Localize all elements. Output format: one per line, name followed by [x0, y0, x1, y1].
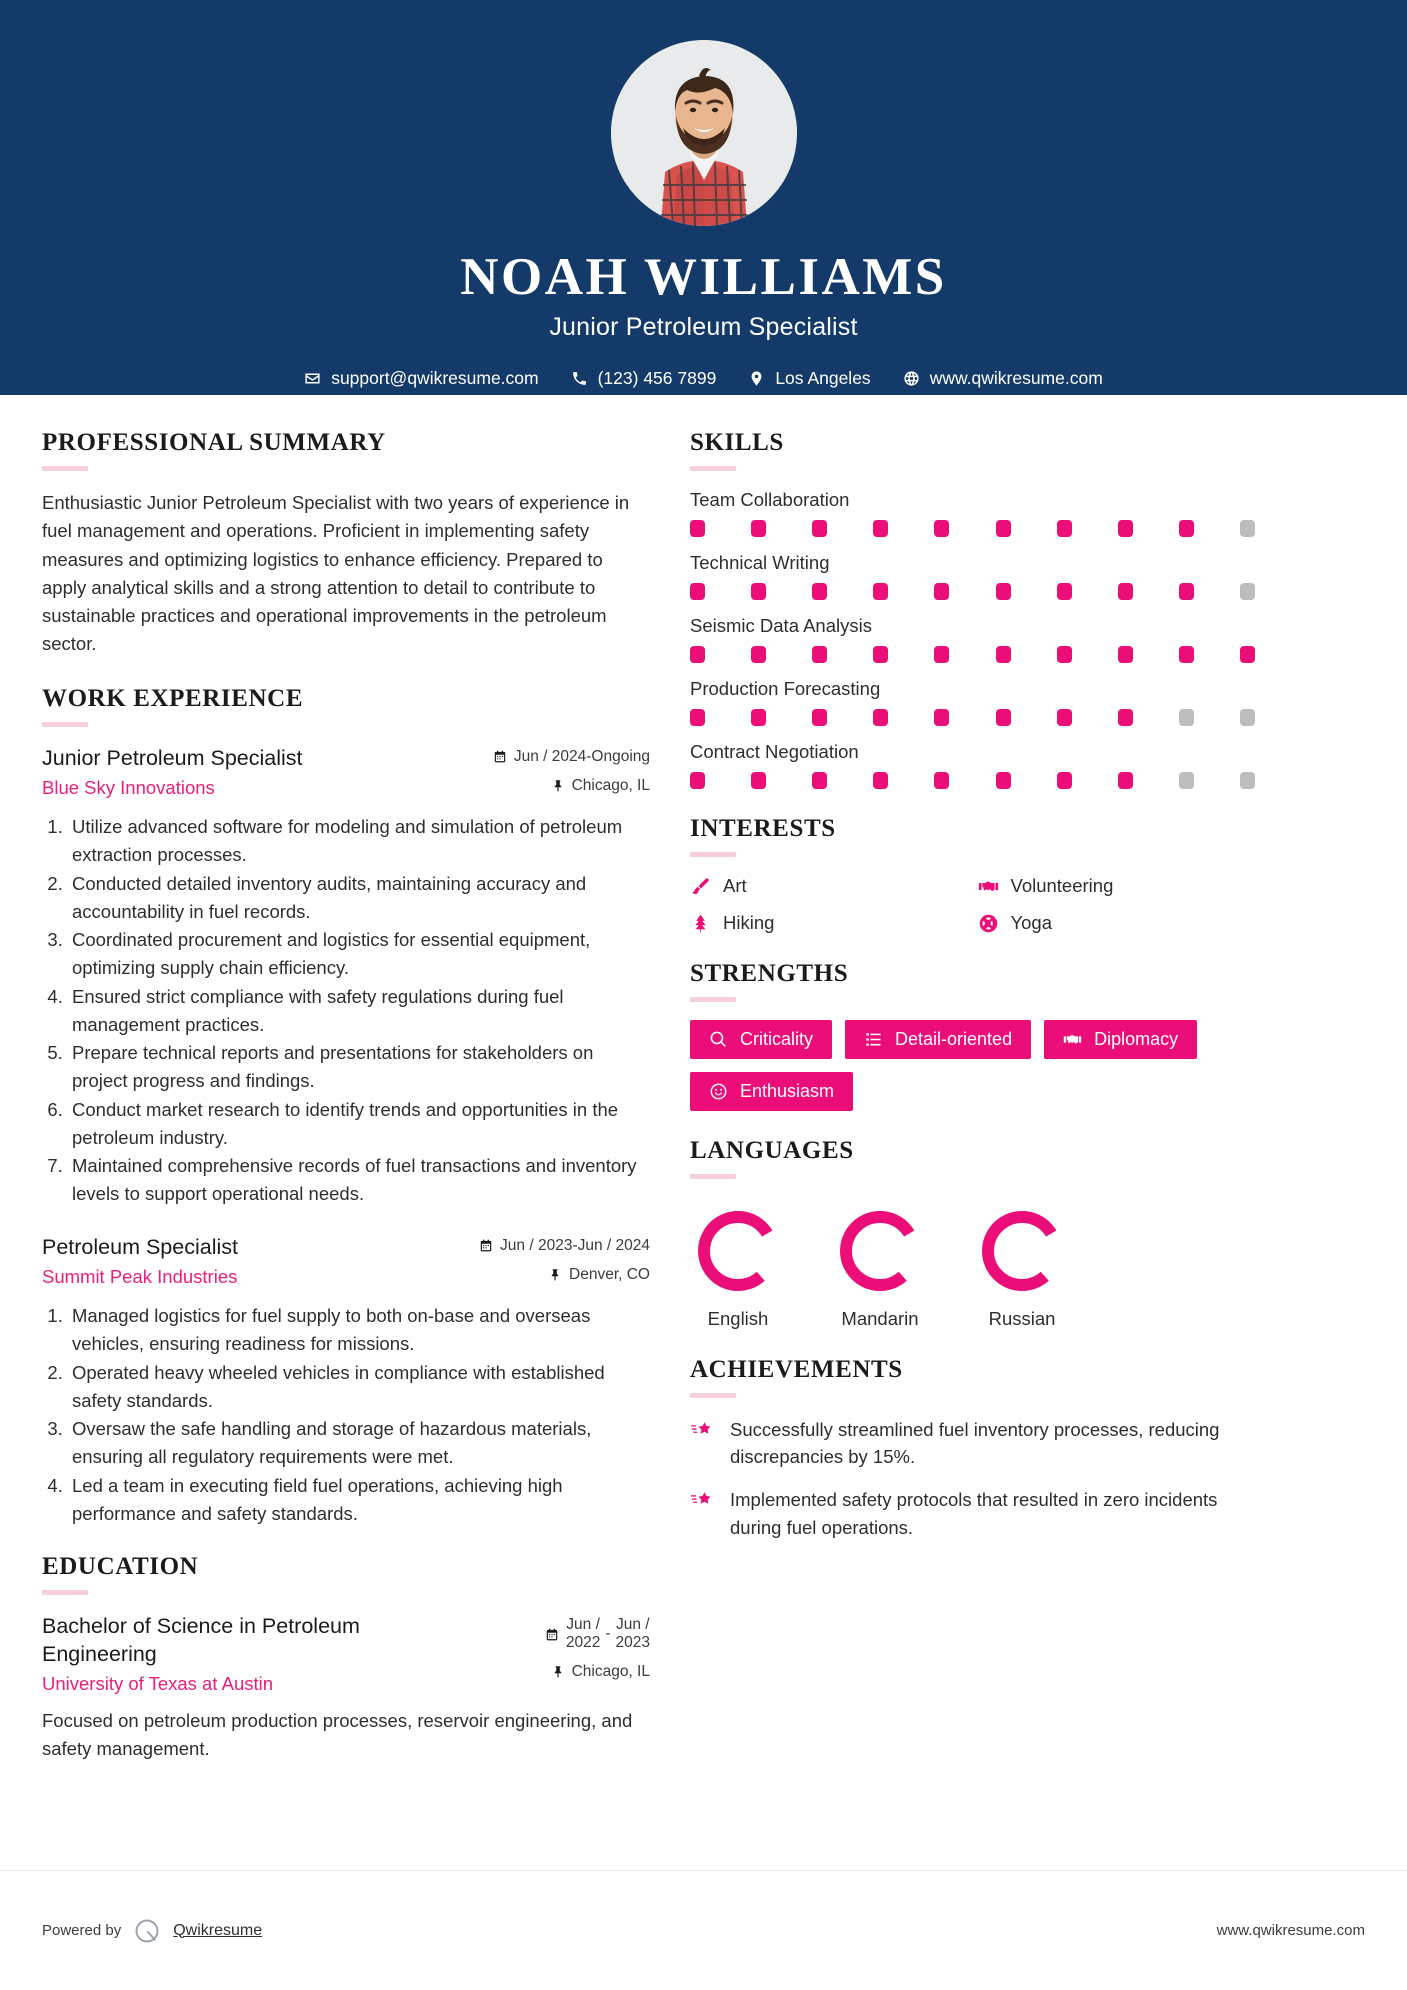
calendar-icon — [545, 1627, 559, 1642]
contact-website-text: www.qwikresume.com — [929, 368, 1103, 389]
calendar-icon — [479, 1238, 493, 1253]
skill-dot-gap — [705, 520, 751, 537]
skill-dot-gap — [766, 709, 812, 726]
job-bullet: 3. Coordinated procurement and logistics for essential equipment, optimizing supply chain efficiency. — [68, 926, 650, 982]
globe-icon — [903, 370, 920, 387]
job-title: Junior Petroleum Specialist — [42, 745, 303, 770]
contact-location — [732, 368, 886, 389]
skill-dot — [1240, 520, 1255, 537]
strength-label: Criticality — [740, 1029, 814, 1049]
tree-icon — [690, 913, 711, 934]
skill-dot — [1179, 646, 1194, 663]
job-bullet: 5. Prepare technical reports and presentations for stakeholders on project progress and findings. — [68, 1039, 650, 1095]
right-column — [690, 429, 1255, 1567]
skill-dot-gap — [766, 520, 812, 537]
skill-name: Seismic Data Analysis — [690, 615, 872, 636]
section-work-experience — [42, 685, 650, 1528]
skill-dot-gap — [1072, 772, 1118, 789]
skill-dot — [1057, 646, 1072, 663]
contact-phone[interactable] — [555, 368, 733, 389]
skill-dot — [1118, 709, 1133, 726]
calendar-icon — [493, 749, 507, 764]
section-rule — [690, 466, 736, 471]
education-date-to-year: 2023 — [615, 1634, 650, 1652]
section-rule — [690, 1393, 736, 1398]
skill-dot-gap — [1133, 646, 1179, 663]
section-heading: WORK EXPERIENCE — [42, 684, 304, 712]
job-location — [479, 1266, 650, 1284]
skill-dot — [690, 646, 705, 663]
skill-dot — [1118, 520, 1133, 537]
skill-dot-gap — [888, 583, 934, 600]
skill-dot — [934, 646, 949, 663]
resume-footer — [0, 1870, 1407, 1990]
section-heading: EDUCATION — [42, 1553, 199, 1581]
job-title: Petroleum Specialist — [42, 1234, 238, 1259]
company-name: Summit Peak Industries — [42, 1266, 238, 1288]
strengths-list — [690, 1020, 1255, 1111]
skill-item — [690, 741, 1255, 789]
skill-dot-gap — [1011, 583, 1057, 600]
skill-dot-gap — [766, 583, 812, 600]
skill-dot-gap — [1133, 583, 1179, 600]
skill-dot-gap — [827, 520, 873, 537]
work-entry-head — [42, 745, 650, 800]
skill-dot — [996, 583, 1011, 600]
section-education — [42, 1553, 650, 1763]
skill-dot-gap — [1194, 709, 1240, 726]
language-item — [974, 1203, 1070, 1330]
avatar — [611, 40, 797, 226]
job-bullet: 6. Conduct market research to identify trends and opportunities in the petroleum industry. — [68, 1096, 650, 1152]
skill-dot-gap — [888, 709, 934, 726]
job-role: Junior Petroleum Specialist — [549, 313, 858, 342]
skill-dot-gap — [1072, 520, 1118, 537]
skill-dot — [690, 583, 705, 600]
skill-dot — [996, 772, 1011, 789]
skill-dot-gap — [888, 520, 934, 537]
job-bullet: 2. Operated heavy wheeled vehicles in compliance with established safety standards. — [68, 1359, 650, 1415]
skill-dot — [934, 520, 949, 537]
skill-rating — [690, 646, 1255, 663]
skill-item — [690, 615, 1255, 663]
work-entry-head — [42, 1234, 650, 1289]
skill-dot — [1179, 772, 1194, 789]
skill-dot-gap — [949, 772, 995, 789]
skill-name: Production Forecasting — [690, 678, 881, 699]
skill-dot — [934, 709, 949, 726]
mail-icon — [304, 370, 321, 387]
skill-dot — [751, 646, 766, 663]
job-bullets — [42, 813, 650, 1208]
degree-title: Bachelor of Science in Petroleum Engineering — [42, 1614, 360, 1666]
section-interests — [690, 815, 1255, 934]
skill-dot — [690, 772, 705, 789]
contact-phone-text: (123) 456 7899 — [597, 368, 717, 389]
interest-item — [690, 912, 968, 934]
skill-item — [690, 678, 1255, 726]
language-item — [832, 1203, 928, 1330]
footer-brand-link[interactable]: Qwikresume — [173, 1921, 263, 1939]
skill-item — [690, 489, 1255, 537]
skill-rating — [690, 709, 1255, 726]
qwikresume-logo-icon — [133, 1917, 161, 1945]
skill-dot-gap — [1072, 583, 1118, 600]
company-name: Blue Sky Innovations — [42, 777, 215, 799]
footer-website: www.qwikresume.com — [1216, 1922, 1365, 1939]
interest-label: Yoga — [1010, 912, 1053, 933]
job-bullet: 4. Led a team in executing field fuel operations, achieving high performance and safety standards. — [68, 1472, 650, 1528]
skill-dot-gap — [766, 646, 812, 663]
skill-dot-gap — [827, 709, 873, 726]
interest-label: Hiking — [723, 912, 775, 933]
skill-item — [690, 552, 1255, 600]
skill-dot — [873, 646, 888, 663]
section-heading: INTERESTS — [690, 815, 836, 842]
job-dates — [479, 1237, 650, 1255]
skill-dot-gap — [705, 772, 751, 789]
section-achievements — [690, 1356, 1255, 1541]
list-icon — [864, 1030, 883, 1049]
language-ring — [974, 1203, 1070, 1299]
job-bullet: 4. Ensured strict compliance with safety regulations during fuel management practices. — [68, 983, 650, 1039]
skill-dot-gap — [1011, 709, 1057, 726]
resume-body — [0, 395, 1407, 1789]
skill-dot-gap — [1194, 646, 1240, 663]
skill-dot — [1118, 646, 1133, 663]
section-heading: LANGUAGES — [690, 1137, 854, 1164]
skill-dot — [812, 646, 827, 663]
language-ring — [690, 1203, 786, 1299]
strength-chip — [845, 1020, 1031, 1059]
achievement-text: Successfully streamlined fuel inventory processes, reducing discrepancies by 15%. — [730, 1419, 1220, 1468]
interest-item — [690, 875, 968, 897]
skill-dot — [751, 520, 766, 537]
skill-dot-gap — [888, 772, 934, 789]
skill-dot — [690, 709, 705, 726]
skill-dot — [751, 583, 766, 600]
school-name: University of Texas at Austin — [42, 1673, 274, 1695]
contact-email[interactable] — [288, 368, 554, 389]
page-title: NOAH WILLIAMS — [460, 248, 947, 306]
section-heading: ACHIEVEMENTS — [690, 1356, 903, 1383]
skill-dot-gap — [1072, 709, 1118, 726]
skill-dot-gap — [949, 709, 995, 726]
skill-dot — [1057, 772, 1072, 789]
job-bullets — [42, 1302, 650, 1527]
education-date-from-month: Jun / — [566, 1616, 600, 1634]
interest-label: Volunteering — [1010, 875, 1114, 896]
skill-dot — [1240, 583, 1255, 600]
section-rule — [690, 852, 736, 857]
contact-location-text: Los Angeles — [775, 368, 871, 389]
phone-icon — [571, 370, 588, 387]
skill-dot — [996, 646, 1011, 663]
lifebuoy-icon — [978, 913, 999, 934]
section-rule — [42, 722, 88, 727]
skill-dot-gap — [1133, 520, 1179, 537]
skill-dot-gap — [766, 772, 812, 789]
job-bullet: 1. Managed logistics for fuel supply to both on-base and overseas vehicles, ensuring readiness for missions. — [68, 1302, 650, 1358]
skill-dot-gap — [1194, 583, 1240, 600]
skill-dot — [873, 772, 888, 789]
job-location-text: Chicago, IL — [571, 776, 650, 794]
language-item — [690, 1203, 786, 1330]
map-pin-icon — [548, 1267, 562, 1282]
section-heading: SKILLS — [690, 429, 784, 456]
skill-dot-gap — [827, 646, 873, 663]
languages-list — [690, 1197, 1255, 1330]
search-icon — [709, 1030, 728, 1049]
paint-brush-icon — [690, 876, 711, 897]
skill-dot — [812, 583, 827, 600]
section-skills — [690, 429, 1255, 789]
skill-dot — [751, 709, 766, 726]
footer-powered-by — [42, 1917, 262, 1945]
strength-label: Diplomacy — [1094, 1029, 1179, 1049]
work-entry — [42, 1234, 650, 1528]
skill-dot — [1179, 520, 1194, 537]
skill-dot-gap — [827, 583, 873, 600]
skill-dot-gap — [1011, 646, 1057, 663]
section-strengths — [690, 960, 1255, 1111]
skill-dot — [812, 520, 827, 537]
education-entry — [42, 1613, 650, 1763]
handshake-icon — [1063, 1030, 1082, 1049]
job-bullet: 2. Conducted detailed inventory audits, maintaining accuracy and accountability in fuel records. — [68, 870, 650, 926]
education-date-separator: - — [605, 1625, 611, 1643]
education-dates — [545, 1616, 650, 1652]
achievement-item — [690, 1486, 1255, 1540]
skill-dot — [873, 709, 888, 726]
skill-dot-gap — [705, 709, 751, 726]
skill-dot — [1057, 709, 1072, 726]
skill-dot-gap — [949, 646, 995, 663]
job-location-text: Denver, CO — [569, 1265, 650, 1283]
skill-dot — [690, 520, 705, 537]
skill-dot-gap — [1072, 646, 1118, 663]
skill-dot — [1179, 583, 1194, 600]
resume-header — [0, 0, 1407, 395]
skill-dot — [1118, 772, 1133, 789]
skill-dot — [934, 772, 949, 789]
skill-rating — [690, 772, 1255, 789]
job-dates — [493, 748, 650, 766]
contact-email-text: support@qwikresume.com — [331, 368, 539, 389]
skill-dot — [812, 772, 827, 789]
job-location — [493, 777, 650, 795]
interest-item — [978, 875, 1256, 897]
interests-list — [690, 875, 1255, 934]
skill-dot — [1118, 583, 1133, 600]
strength-chip — [1044, 1020, 1197, 1059]
skill-dot — [1057, 520, 1072, 537]
handshake-icon — [978, 876, 999, 897]
skill-dot-gap — [1133, 772, 1179, 789]
skill-rating — [690, 520, 1255, 537]
education-location-text: Chicago, IL — [571, 1662, 650, 1680]
strength-label: Enthusiasm — [740, 1081, 835, 1101]
skill-dot — [1240, 709, 1255, 726]
education-location — [545, 1663, 650, 1681]
language-label: Mandarin — [841, 1308, 919, 1329]
job-bullet: 1. Utilize advanced software for modeling and simulation of petroleum extraction processes. — [68, 813, 650, 869]
skill-dot — [996, 709, 1011, 726]
skill-dot-gap — [827, 772, 873, 789]
language-label: English — [707, 1308, 769, 1329]
section-rule — [690, 1174, 736, 1179]
skills-list — [690, 489, 1255, 789]
strength-label: Detail-oriented — [895, 1029, 1013, 1049]
location-pin-icon — [748, 370, 765, 387]
education-date-to-month: Jun / — [615, 1616, 650, 1634]
skill-dot-gap — [705, 583, 751, 600]
job-dates-text: Jun / 2024-Ongoing — [513, 747, 650, 765]
skill-dot-gap — [1194, 520, 1240, 537]
section-languages — [690, 1137, 1255, 1330]
education-entry-head — [42, 1613, 650, 1695]
education-date-from-year: 2022 — [565, 1634, 601, 1652]
map-pin-icon — [551, 778, 565, 793]
shooting-star-icon — [690, 1489, 714, 1513]
job-bullet: 7. Maintained comprehensive records of fuel transactions and inventory levels to support operational needs. — [68, 1152, 650, 1208]
education-description: Focused on petroleum production processes, reservoir engineering, and safety management. — [42, 1710, 633, 1760]
skill-dot-gap — [1011, 772, 1057, 789]
work-entry — [42, 745, 650, 1208]
contact-row — [0, 368, 1407, 389]
skill-dot — [934, 583, 949, 600]
skill-dot — [1057, 583, 1072, 600]
skill-dot-gap — [888, 646, 934, 663]
footer-powered-by-label: Powered by — [42, 1922, 122, 1939]
skill-dot — [751, 772, 766, 789]
left-column — [42, 429, 650, 1789]
skill-dot — [1179, 709, 1194, 726]
skill-rating — [690, 583, 1255, 600]
skill-dot-gap — [1011, 520, 1057, 537]
skill-dot — [812, 709, 827, 726]
section-rule — [690, 997, 736, 1002]
skill-dot-gap — [949, 520, 995, 537]
section-rule — [42, 466, 88, 471]
skill-dot-gap — [1194, 772, 1240, 789]
shooting-star-icon — [690, 1419, 714, 1443]
education-date-range — [566, 1616, 650, 1652]
skill-dot — [1240, 772, 1255, 789]
achievement-text: Implemented safety protocols that resulted in zero incidents during fuel operations. — [730, 1489, 1218, 1538]
section-heading: PROFESSIONAL SUMMARY — [42, 429, 386, 456]
skill-dot — [996, 520, 1011, 537]
section-rule — [42, 1590, 88, 1595]
interest-label: Art — [723, 875, 747, 896]
skill-name: Team Collaboration — [690, 489, 850, 510]
skill-dot-gap — [705, 646, 751, 663]
contact-website[interactable] — [887, 368, 1119, 389]
language-label: Russian — [988, 1308, 1056, 1329]
skill-dot — [873, 583, 888, 600]
interest-item — [978, 912, 1256, 934]
job-bullet: 3. Oversaw the safe handling and storage of hazardous materials, ensuring all regulatory requirements were met. — [68, 1415, 650, 1471]
skill-dot-gap — [1133, 709, 1179, 726]
strength-chip — [690, 1072, 853, 1111]
section-heading: STRENGTHS — [690, 960, 849, 987]
skill-name: Contract Negotiation — [690, 741, 859, 762]
smiley-icon — [709, 1082, 728, 1101]
strength-chip — [690, 1020, 832, 1059]
section-professional-summary — [42, 429, 650, 659]
achievement-item — [690, 1416, 1255, 1470]
language-ring — [832, 1203, 928, 1299]
map-pin-icon — [551, 1664, 565, 1679]
skill-name: Technical Writing — [690, 552, 830, 573]
summary-text: Enthusiastic Junior Petroleum Specialist with two years of experience in fuel management and operations. Proficient in implementing safety measures and optimizing logistics to enhance efficiency. Prepared to apply analytical skills and a strong attention to detail to contribute to sustainable practices and operational improvements in the petroleum sector. — [42, 492, 630, 655]
skill-dot — [873, 520, 888, 537]
skill-dot — [1240, 646, 1255, 663]
job-dates-text: Jun / 2023-Jun / 2024 — [500, 1236, 650, 1254]
skill-dot-gap — [949, 583, 995, 600]
